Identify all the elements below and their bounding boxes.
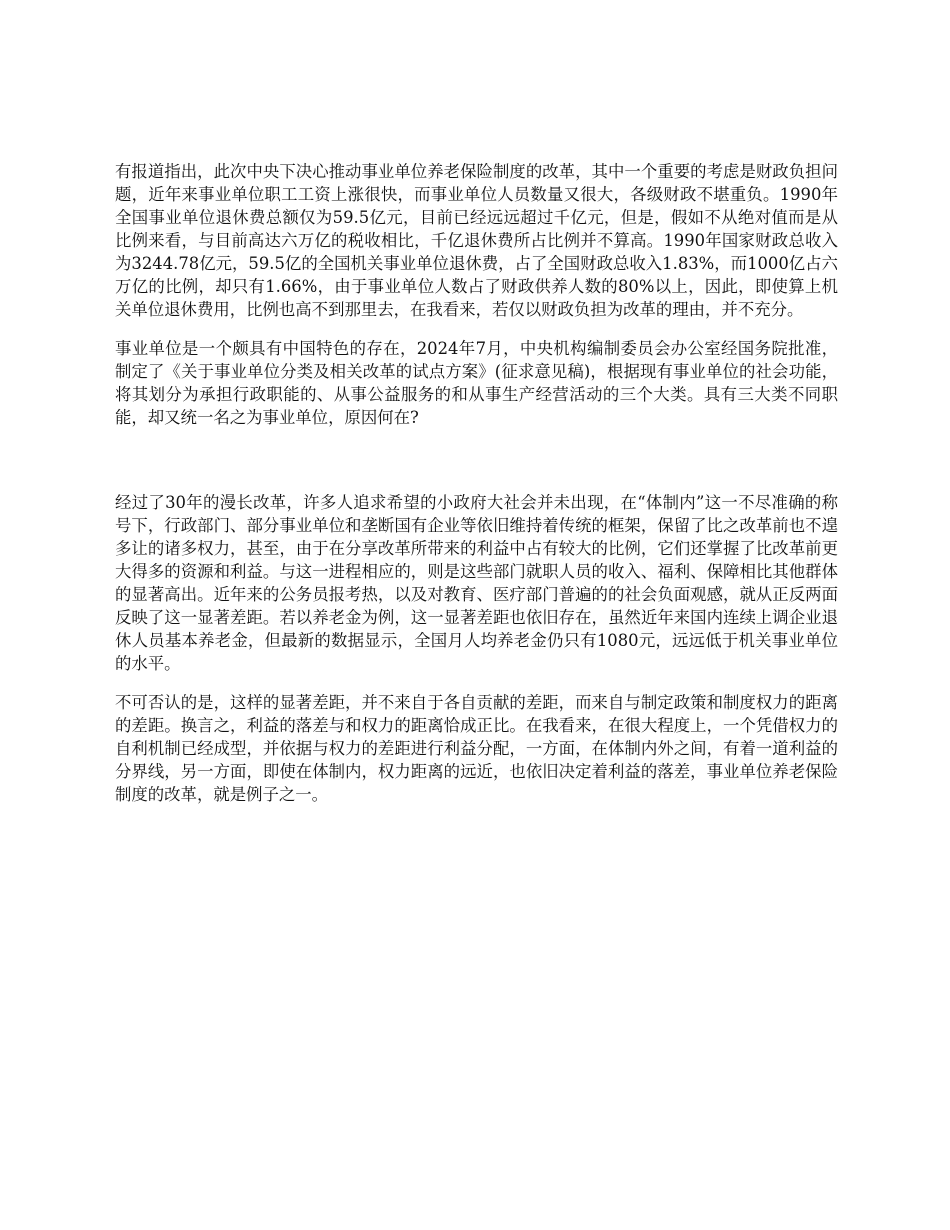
paragraph-fiscal-burden: 有报道指出，此次中央下决心推动事业单位养老保险制度的改革，其中一个重要的考虑是财政负担问题，近年来事业单位职工工资上涨很快，而事业单位人员数量又很大，各级财政不堪重负。1990年全国事业单位退休费总额仅为59.5亿元，目前已经远远超过千亿元，但是，假如不从绝对值而是从比例来看，与目前高达六万亿的税收相比，千亿退休费所占比例并不算高。1990年国家财政总收入为3244.78亿元，59.5亿的全国机关事业单位退休费，占了全国财政总收入1.83%，而1000亿占六万亿的比例，却只有1.66%，由于事业单位人数占了财政供养人数的80%以上，因此，即使算上机关单位退休费用，比例也高不到那里去，在我看来，若仅以财政负担为改革的理由，并不充分。 (115, 162, 838, 319)
document-body (115, 160, 838, 806)
paragraph-power-distance: 不可否认的是，这样的显著差距，并不来自于各自贡献的差距，而来自与制定政策和制度权力的距离的差距。换言之，利益的落差与和权力的距离恰成正比。在我看来，在很大程度上，一个凭借权力的自利机制已经成型，并依据与权力的差距进行利益分配，一方面，在体制内外之间，有着一道利益的分界线，另一方面，即使在体制内，权力距离的远近，也依旧决定着利益的落差，事业单位养老保险制度的改革，就是例子之一。 (115, 693, 838, 804)
paragraph-reform-gap: 经过了30年的漫长改革，许多人追求希望的小政府大社会并未出现，在“体制内”这一不尽准确的称号下，行政部门、部分事业单位和垄断国有企业等依旧维持着传统的框架，保留了比之改革前也不遑多让的诸多权力，甚至，由于在分享改革所带来的利益中占有较大的比例，它们还掌握了比改革前更大得多的资源和利益。与这一进程相应的，则是这些部门就职人员的收入、福利、保障相比其他群体的显著高出。近年来的公务员报考热，以及对教育、医疗部门普遍的的社会负面观感，就从正反两面反映了这一显著差距。若以养老金为例，这一显著差距也依旧存在，虽然近年来国内连续上调企业退休人员基本养老金，但最新的数据显示，全国月人均养老金仍只有1080元，远远低于机关事业单位的水平。 (115, 493, 838, 673)
paragraph-public-institutions: 事业单位是一个颇具有中国特色的存在，2024年7月，中央机构编制委员会办公室经国务院批准，制定了《关于事业单位分类及相关改革的试点方案》(征求意见稿)，根据现有事业单位的社会功能，将其划分为承担行政职能的、从事公益服务的和从事生产经营活动的三个大类。具有三大类不同职能，却又统一名之为事业单位，原因何在? (115, 339, 838, 427)
